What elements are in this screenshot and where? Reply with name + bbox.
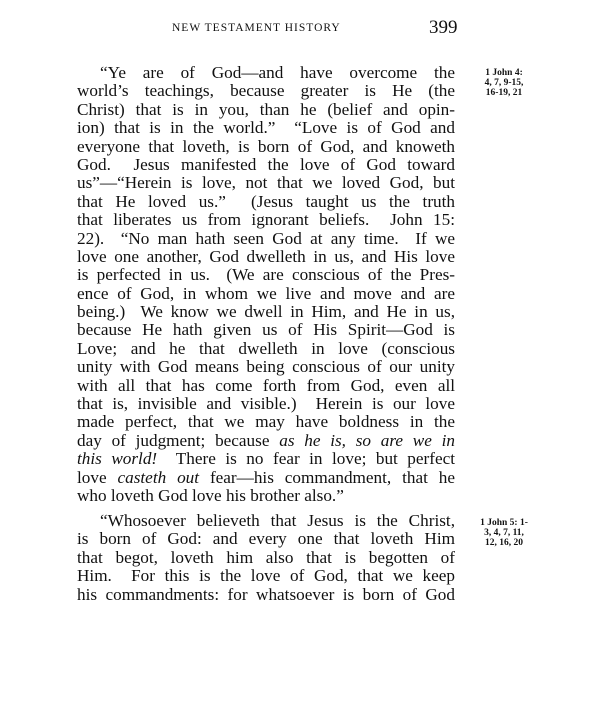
text-line [77,248,455,266]
text-segment: made perfect, that we may have boldness in the [77,412,455,432]
text-segment: that He loved us.” (Jesus taught us the truth [77,191,455,211]
text-segment: “Whosoever believeth that Jesus is the Christ, [100,511,455,530]
text-line [77,156,455,174]
margin-note-line: 1 John 5: 1- [480,518,528,528]
italic-text: as he is, so are we in [279,430,455,450]
text-segment: ence of God, in whom we live and move and are [77,283,455,303]
text-line [77,101,455,119]
text-line [77,358,455,376]
italic-text: casteth out [117,467,200,487]
text-line [77,82,455,100]
text-line [77,321,455,339]
text-segment: who loveth God love his brother also.” [77,485,344,505]
text-line [77,340,455,358]
text-segment: Christ) that is in you, than he (belief and opin- [77,99,455,119]
text-segment: love [77,467,118,487]
text-segment: everyone that loveth, is born of God, and knoweth [77,136,455,156]
margin-note-scripture-reference [464,68,544,98]
text-segment: unity with God means being conscious of our unity [77,357,455,377]
italic-text: this world! [77,449,158,469]
margin-note-line: 1 John 4: [485,68,523,78]
text-segment: 22). “No man hath seen God at any time. If we [77,228,455,248]
text-line [77,266,455,284]
text-segment: his commandments: for whatsoever is born of God [77,584,455,604]
text-segment: Him. For this is the love of God, that we keep [77,566,455,586]
text-segment: Love; and he that dwelleth in love (conscious [77,338,455,358]
text-line [77,487,455,505]
text-segment: ion) that is in the world.” “Love is of God and [77,118,455,138]
text-segment: us”—“Herein is love, not that we loved God, but [77,173,455,193]
text-line [77,174,455,192]
text-line [77,64,455,82]
paragraph [77,512,455,604]
text-line [77,512,455,530]
text-line [77,377,455,395]
margin-note-line: 16-19, 21 [485,88,523,98]
text-segment: that liberates us from ignorant beliefs. John 15: [77,210,455,230]
text-segment: God. Jesus manifested the love of God toward [77,154,455,174]
text-segment: with all that has come forth from God, even all [77,375,455,395]
text-line [77,285,455,303]
text-segment: because He hath given us of His Spirit—God is [77,320,455,340]
text-line [77,450,455,468]
text-segment: fear—his commandment, that he [199,467,456,487]
text-line [77,211,455,229]
text-segment: “Ye are of God—and have overcome the [100,63,455,82]
text-line [77,586,455,604]
page-number: 399 [429,17,458,38]
text-segment: is born of God: and every one that loveth Him [77,529,455,549]
text-line [77,549,455,567]
margin-note-line: 12, 16, 20 [485,538,523,548]
text-line [77,432,455,450]
margin-note-line: 4, 7, 9-15, [484,78,524,88]
text-line [77,567,455,585]
text-segment: being.) We know we dwell in Him, and He in us, [77,302,455,322]
text-segment: is perfected in us. (We are conscious of the Pres- [77,265,455,285]
text-segment: that begot, loveth him also that is begotten of [77,547,455,567]
margin-note-scripture-reference [464,518,544,548]
text-segment: world’s teachings, because greater is He (the [77,81,455,101]
text-line [77,469,455,487]
text-segment: There is no fear in love; but perfect [157,449,455,469]
running-title: NEW TESTAMENT HISTORY [172,22,341,34]
margin-note-line: 3, 4, 7, 11, [484,528,524,538]
text-line [77,413,455,431]
text-line [77,303,455,321]
text-line [77,530,455,548]
text-line [77,193,455,211]
text-line [77,230,455,248]
text-line [77,395,455,413]
text-line [77,119,455,137]
text-line [77,138,455,156]
text-segment: that is, invisible and visible.) Herein is our love [77,394,455,414]
paragraph [77,64,455,505]
text-segment: love one another, God dwelleth in us, and His love [77,246,455,266]
text-segment: day of judgment; because [77,430,280,450]
